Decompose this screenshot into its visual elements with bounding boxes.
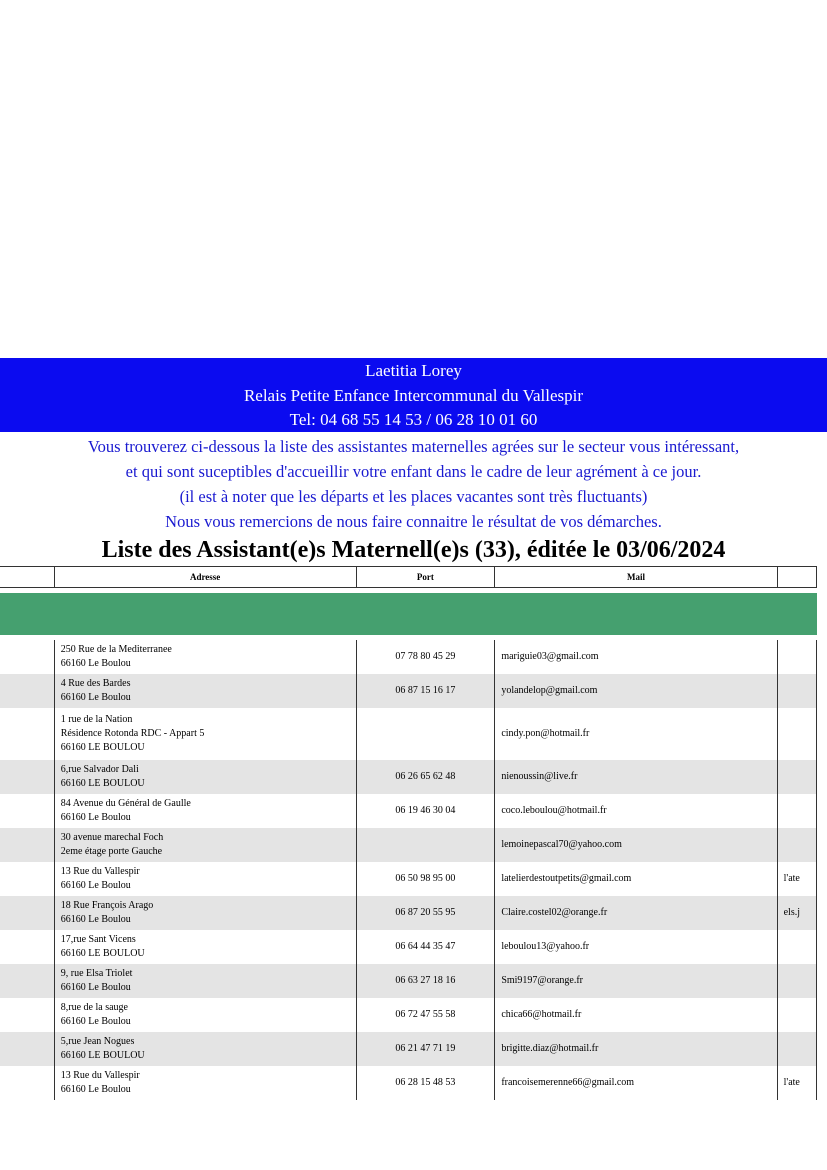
table-row [0, 964, 817, 998]
adresse-line: 66160 LE BOULOU [60, 778, 145, 789]
header-cell-extra [777, 567, 816, 588]
extra-cell [777, 828, 816, 862]
name-cell [0, 1032, 54, 1066]
adresse-cell [54, 640, 356, 674]
table-row [0, 1032, 817, 1066]
name-cell [0, 930, 54, 964]
table-row [0, 708, 817, 760]
adresse-line: 66160 Le Boulou [60, 914, 131, 925]
adresse-cell [54, 896, 356, 930]
mail-cell: mariguie03@gmail.com [495, 640, 777, 674]
intro-text [0, 434, 827, 534]
port-cell: 06 50 98 95 00 [356, 862, 495, 896]
adresse-line: Résidence Rotonda RDC - Appart 5 [60, 728, 205, 739]
adresse-cell [54, 1032, 356, 1066]
mail-cell: francoisemerenne66@gmail.com [495, 1066, 777, 1100]
extra-cell [777, 998, 816, 1032]
adresse-cell [54, 760, 356, 794]
extra-cell [777, 930, 816, 964]
mail-cell: nienoussin@live.fr [495, 760, 777, 794]
extra-cell [777, 708, 816, 760]
mail-cell: Smi9197@orange.fr [495, 964, 777, 998]
intro-line: (il est à noter que les départs et les places vacantes sont très fluctuants) [179, 487, 648, 506]
contact-phone: Tel: 04 68 55 14 53 / 06 28 10 01 60 [289, 410, 538, 429]
mail-cell: latelierdestoutpetits@gmail.com [495, 862, 777, 896]
adresse-cell [54, 708, 356, 760]
adresse-line: 66160 LE BOULOU [60, 1050, 145, 1061]
adresse-line: 250 Rue de la Mediterranee [60, 644, 172, 655]
port-cell [356, 828, 495, 862]
port-cell: 06 87 15 16 17 [356, 674, 495, 708]
header-cell-mail: Mail [495, 567, 777, 588]
adresse-line: 66160 Le Boulou [60, 1084, 131, 1095]
intro-line: Nous vous remercions de nous faire connaitre le résultat de vos démarches. [165, 512, 662, 531]
mail-cell: lemoinepascal70@yahoo.com [495, 828, 777, 862]
adresse-line: 66160 Le Boulou [60, 658, 131, 669]
adresse-line: 6,rue Salvador Dali [60, 764, 139, 775]
adresse-line: 13 Rue du Vallespir [60, 866, 140, 877]
adresse-line: 1 rue de la Nation [60, 714, 133, 725]
adresse-line: 66160 LE BOULOU [60, 948, 145, 959]
name-cell [0, 640, 54, 674]
extra-cell [777, 760, 816, 794]
intro-line: et qui sont suceptibles d'accueillir votre enfant dans le cadre de leur agrément à ce jour. [125, 462, 702, 481]
header-cell-adresse: Adresse [54, 567, 356, 588]
extra-cell [777, 964, 816, 998]
extra-cell: l'ate [777, 862, 816, 896]
extra-cell: l'ate [777, 1066, 816, 1100]
adresse-cell [54, 930, 356, 964]
organisation-name: Relais Petite Enfance Intercommunal du Vallespir [243, 385, 584, 405]
mail-cell: chica66@hotmail.fr [495, 998, 777, 1032]
port-cell: 06 63 27 18 16 [356, 964, 495, 998]
adresse-line: 4 Rue des Bardes [60, 678, 131, 689]
adresse-line: 8,rue de la sauge [60, 1002, 128, 1013]
table-row [0, 896, 817, 930]
extra-cell [777, 674, 816, 708]
adresse-cell [54, 828, 356, 862]
port-cell: 07 78 80 45 29 [356, 640, 495, 674]
table-row [0, 998, 817, 1032]
port-cell: 06 87 20 55 95 [356, 896, 495, 930]
contact-name: Laetitia Lorey [365, 361, 462, 380]
table-row [0, 794, 817, 828]
port-cell: 06 21 47 71 19 [356, 1032, 495, 1066]
name-cell [0, 794, 54, 828]
table-row [0, 1066, 817, 1100]
port-cell: 06 72 47 55 58 [356, 998, 495, 1032]
contact-header [0, 358, 827, 432]
adresse-cell [54, 794, 356, 828]
name-cell [0, 862, 54, 896]
adresse-line: 66160 Le Boulou [60, 1016, 131, 1027]
mail-cell: yolandelop@gmail.com [495, 674, 777, 708]
mail-cell: coco.leboulou@hotmail.fr [495, 794, 777, 828]
port-cell: 06 28 15 48 53 [356, 1066, 495, 1100]
port-cell: 06 19 46 30 04 [356, 794, 495, 828]
adresse-line: 66160 Le Boulou [60, 692, 131, 703]
adresse-line: 66160 LE BOULOU [60, 742, 145, 753]
table-row [0, 640, 817, 674]
adresse-line: 30 avenue marechal Foch [60, 832, 164, 843]
extra-cell [777, 1032, 816, 1066]
port-cell: 06 26 65 62 48 [356, 760, 495, 794]
adresse-cell [54, 862, 356, 896]
port-cell [356, 708, 495, 760]
header-cell-port: Port [356, 567, 495, 588]
extra-cell: els.j [777, 896, 816, 930]
table-row [0, 674, 817, 708]
name-cell [0, 998, 54, 1032]
mail-cell: brigitte.diaz@hotmail.fr [495, 1032, 777, 1066]
document-title: Liste des Assistant(e)s Maternell(e)s (33), éditée le 03/06/2024 [101, 537, 726, 563]
table-row [0, 828, 817, 862]
name-cell [0, 1066, 54, 1100]
adresse-cell [54, 674, 356, 708]
adresse-line: 2eme étage porte Gauche [60, 846, 163, 857]
section-band [0, 593, 817, 635]
name-cell [0, 760, 54, 794]
name-cell [0, 674, 54, 708]
adresse-line: 84 Avenue du Général de Gaulle [60, 798, 191, 809]
adresse-line: 9, rue Elsa Triolet [60, 968, 133, 979]
adresse-line: 66160 Le Boulou [60, 982, 131, 993]
name-cell [0, 828, 54, 862]
adresse-line: 18 Rue François Arago [60, 900, 154, 911]
extra-cell [777, 640, 816, 674]
table-row [0, 930, 817, 964]
name-cell [0, 708, 54, 760]
intro-line: Vous trouverez ci-dessous la liste des assistantes maternelles agrées sur le secteur vous intéressant, [87, 437, 740, 456]
extra-cell [777, 794, 816, 828]
adresse-line: 17,rue Sant Vicens [60, 934, 136, 945]
port-cell: 06 64 44 35 47 [356, 930, 495, 964]
name-cell [0, 896, 54, 930]
table-row [0, 760, 817, 794]
table-row [0, 862, 817, 896]
table-header-row [0, 567, 817, 588]
adresse-cell [54, 998, 356, 1032]
name-cell [0, 964, 54, 998]
adresse-line: 5,rue Jean Nogues [60, 1036, 135, 1047]
header-cell-name [0, 567, 54, 588]
adresse-line: 13 Rue du Vallespir [60, 1070, 140, 1081]
mail-cell: Claire.costel02@orange.fr [495, 896, 777, 930]
adresse-cell [54, 1066, 356, 1100]
adresse-line: 66160 Le Boulou [60, 812, 131, 823]
adresse-line: 66160 Le Boulou [60, 880, 131, 891]
adresse-cell [54, 964, 356, 998]
assistants-table [0, 566, 817, 1100]
mail-cell: leboulou13@yahoo.fr [495, 930, 777, 964]
mail-cell: cindy.pon@hotmail.fr [495, 708, 777, 760]
